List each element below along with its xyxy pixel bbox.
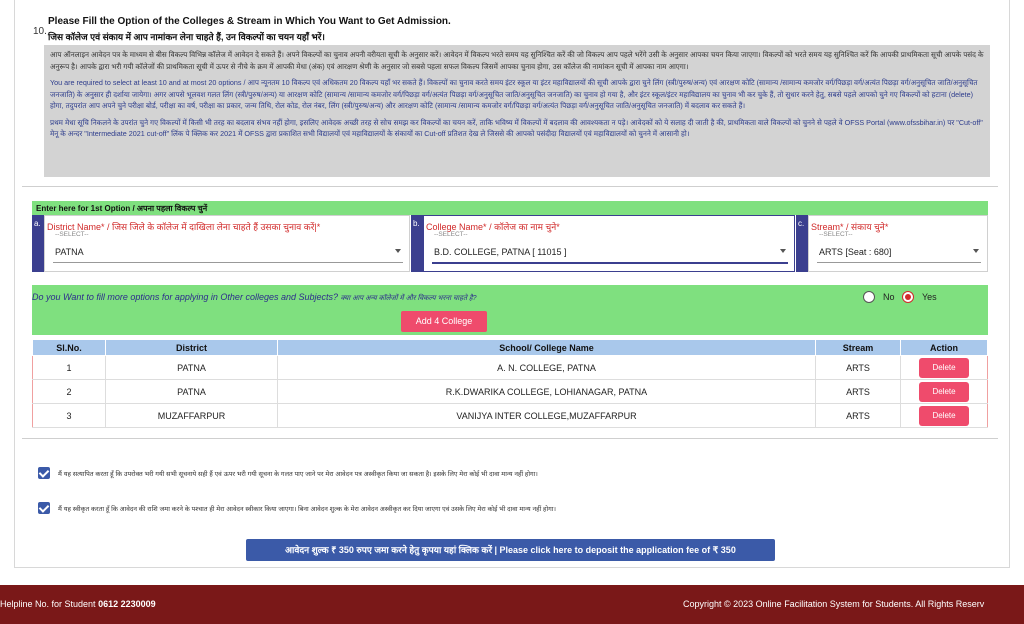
- declaration-text-1: मैं यह सत्यापित करता हूँ कि उपरोक्त भरी गयी सभी सूचनाये सही हैं एवं ऊपर भरी गयी सूचना के गलत पाए जाने पर मेरा आवेदन पत्र अस्वीकृत किया जा सकता है। इसके लिए मेरा कोई भी दावा मान्य नहीं होगा।: [58, 471, 538, 478]
- stream-value: ARTS [Seat : 680]: [819, 247, 892, 257]
- pay-fee-button[interactable]: आवेदन शुल्क ₹ 350 रुपए जमा करने हेतु कृपया यहां क्लिक करें | Please click here to deposit the application fee of ₹ 350: [246, 539, 775, 561]
- cell-district: PATNA: [106, 380, 278, 404]
- cell-slno: 3: [33, 404, 106, 428]
- question-number: 10.: [33, 26, 47, 37]
- footer: [0, 585, 1024, 624]
- cell-district: MUZAFFARPUR: [106, 404, 278, 428]
- cell-stream: ARTS: [816, 404, 901, 428]
- delete-button[interactable]: Delete: [919, 406, 969, 426]
- cell-slno: 2: [33, 380, 106, 404]
- instructions-panel: [44, 45, 990, 177]
- cell-college: R.K.DWARIKA COLLEGE, LOHIANAGAR, PATNA: [278, 380, 816, 404]
- divider: [22, 186, 998, 187]
- chevron-down-icon[interactable]: [780, 249, 786, 253]
- cell-college: A. N. COLLEGE, PATNA: [278, 356, 816, 380]
- instructions-para-2: You are required to select at least 10 and at most 20 options / आप न्यूनतम 10 विकल्प एवं अधिकतम 20 विकल्प यहाँ भर सकते हैं। विकल्पों का चुनाव करते समय इंटर स्कूल या इंटर महाविद्यालयों की सूची आपके द्वारा चुने लिंग (स्त्री/पुरुष/अन्य) एवं आरक्षण कोटि (सामान्य /सामान्य कमजोर वर्ग/पिछड़ा वर्ग/अत्यंत पिछड़ा वर्ग/अनुसूचित जाति/अनुसूचित जनजाति) के अनुसार ही दर्शाया जायेगा। अगर आपसे भूलवश गलत लिंग (स्त्री/पुरुष/अन्य) या आरक्षण कोटि (सामान्य /सामान्य कमजोर वर्ग/पिछड़ा वर्ग/अत्यंत पिछड़ा वर्ग/अनुसूचित जाति/अनुसूचित जनजाति) का चुनाव हो गया है, और इंटर स्कूल/इंटर महाविद्यालय का चुनाव भी कर चुके हैं, तो सुधार करने हेतु, सबसे पहले आपको चुने गए विकल्पों को हटाना (delete) होगा, तदुपरांत आप अपने चुने परीक्षा बोर्ड, परीक्षा का वर्ष, परीक्षा का प्रकार, जन्म तिथि, रोल कोड, रोल नंबर, लिंग (स्त्री/पुरुष/अन्य) और आरक्षण कोटि (सामान्य /सामान्य कमजोर वर्ग/पिछड़ा वर्ग/अत्यंत पिछड़ा वर्ग/अनुसूचित जाति/अनुसूचित जनजाति) में बदलाव कर सकते हैं।: [50, 78, 978, 110]
- college-value: B.D. COLLEGE, PATNA [ 11015 ]: [434, 247, 567, 257]
- select-underline: [432, 262, 788, 264]
- table-row: [33, 380, 988, 404]
- col-college: School/ College Name: [278, 340, 816, 356]
- add-college-button[interactable]: Add 4 College: [401, 311, 487, 332]
- col-action: Action: [901, 340, 988, 356]
- footer-copyright: Copyright © 2023 Online Facilitation System for Students. All Rights Reserv: [683, 599, 985, 609]
- college-label: College Name* / कॉलेज का नाम चुने*: [426, 222, 560, 232]
- cell-district: PATNA: [106, 356, 278, 380]
- radio-yes[interactable]: [902, 291, 914, 303]
- cell-slno: 1: [33, 356, 106, 380]
- instructions-para-3: प्रथम मेधा सूचि निकलने के उपरांत चुने गए विकल्पों में किसी भी तरह का बदलाव संभव नहीं होगा, इसलिए आवेदक अच्छी तरह से सोच समझ कर विकल्पों का चयन करें, ताकि भविष्य में विकल्पों में बदलाव की आवश्यकता न पड़े। आवेदकों को ये सलाह दी जाती है की, प्राथमिकता वाले विकल्पों को चुनने से पहले वे OFSS Portal (www.ofssbihar.in) पर "Cut-off" मेनू के अन्दर "Intermediate 2021 cut-off" लिंक पे क्लिक कर 2021 में OFSS द्वारा प्रकाशित सभी विद्यालयों एवं महाविद्यालयों के संकायों का Cut-off प्रतिशत देख ले जिससे की आपको पसंदीदा विद्यालयों एवं महाविद्यालयों को चुनने में आसानी हो।: [50, 117, 983, 138]
- cell-stream: ARTS: [816, 356, 901, 380]
- cell-action: [901, 356, 988, 380]
- delete-button[interactable]: Delete: [919, 358, 969, 378]
- district-label: District Name* / जिस जिले के कॉलेज में दाखिला लेना चाहते हैं उसका चुनाव करें|*: [47, 222, 321, 232]
- cell-stream: ARTS: [816, 380, 901, 404]
- college-select[interactable]: [423, 215, 795, 272]
- district-value: PATNA: [55, 247, 84, 257]
- table-row: [33, 404, 988, 428]
- stream-placeholder: --SELECT--: [819, 231, 853, 238]
- college-placeholder: --SELECT--: [434, 231, 468, 238]
- radio-no[interactable]: [863, 291, 875, 303]
- stream-select[interactable]: [808, 215, 988, 272]
- district-select[interactable]: [44, 215, 410, 272]
- instructions-para-1: आप ऑनलाइन आवेदन पत्र के माध्यम से बीस विकल्प विभिन्न कॉलेज में आवेदन दे सकते हैं। अपने विकल्पों का चुनाव अपनी वरीयता सूची के अनुसार करें। आवेदन में विकल्प भरते समय यह सुनिश्चित करें की जो विकल्प आप पहले भरेंगे उसी के अनुसार आपका चयन किया जाएगा। विकल्पों को भरते समय यह सुनिश्चित करें कि आपकी प्राथमिकता सूची आपके पसंद के अनुरूप है। आपके द्वारा भरी गयी कॉलेजों की प्राथमिकता सूची में ऊपर से नीचे के क्रम में आपकी मेधा (अंक) एवं आरक्षण श्रेणी के अनुसार जो सबसे पहला सफल विकल्प जिसमें आपका चुनाव होगा, उस कॉलेज की नामांकन सूची में आपका नाम आएगा।: [50, 50, 984, 71]
- chevron-down-icon[interactable]: [395, 249, 401, 253]
- college-select-group: [411, 215, 795, 272]
- question-subtitle: जिस कॉलेज एवं संकाय में आप नामांकन लेना चाहते हैं, उन विकल्पों का चयन यहाँ भरें।: [48, 32, 325, 42]
- declaration-checkbox-1[interactable]: [38, 467, 50, 479]
- declaration-checkbox-2[interactable]: [38, 502, 50, 514]
- helpline-number: 0612 2230009: [98, 599, 156, 609]
- college-tag: b.: [411, 215, 423, 272]
- select-underline: [53, 262, 403, 263]
- cell-college: VANIJYA INTER COLLEGE,MUZAFFARPUR: [278, 404, 816, 428]
- table-header-row: [33, 340, 988, 356]
- divider: [22, 438, 998, 439]
- selected-colleges-table: [32, 339, 988, 428]
- stream-tag: c.: [796, 215, 808, 272]
- table-row: [33, 356, 988, 380]
- stream-label: Stream* / संकाय चुने*: [811, 222, 889, 232]
- declaration-text-2: मैं यह स्वीकृत करता हूँ कि आवेदन की राशि जमा करने के पश्चात ही मेरा आवेदन स्वीकार किया जाएगा। बिना आवेदन शुल्क के मेरा आवेदन अस्वीकृत कर दिया जाएगा एवं उसके लिए मेरा कोई भी दावा मान्य नहीं होगा।: [58, 506, 556, 513]
- select-underline: [817, 262, 981, 263]
- cell-action: [901, 380, 988, 404]
- more-options-question: Do you Want to fill more options for applying in Other colleges and Subjects? क्या आप अन्य कॉलेजों में और विकल्प भरना चाहते है?: [32, 292, 477, 302]
- option-header: Enter here for 1st Option / अपना पहला विकल्प चुनें: [32, 201, 988, 215]
- cell-action: [901, 404, 988, 428]
- delete-button[interactable]: Delete: [919, 382, 969, 402]
- col-district: District: [106, 340, 278, 356]
- stream-select-group: [796, 215, 988, 272]
- chevron-down-icon[interactable]: [973, 249, 979, 253]
- district-tag: a.: [32, 215, 44, 272]
- footer-helpline: Helpline No. for Student 0612 2230009: [0, 599, 156, 609]
- radio-no-label[interactable]: No: [883, 292, 895, 302]
- col-slno: Sl.No.: [33, 340, 106, 356]
- district-select-group: [32, 215, 410, 272]
- question-title: Please Fill the Option of the Colleges & Stream in Which You Want to Get Admission.: [48, 16, 451, 27]
- more-options-panel: [32, 285, 988, 335]
- col-stream: Stream: [816, 340, 901, 356]
- district-placeholder: --SELECT--: [55, 231, 89, 238]
- radio-yes-label[interactable]: Yes: [922, 292, 937, 302]
